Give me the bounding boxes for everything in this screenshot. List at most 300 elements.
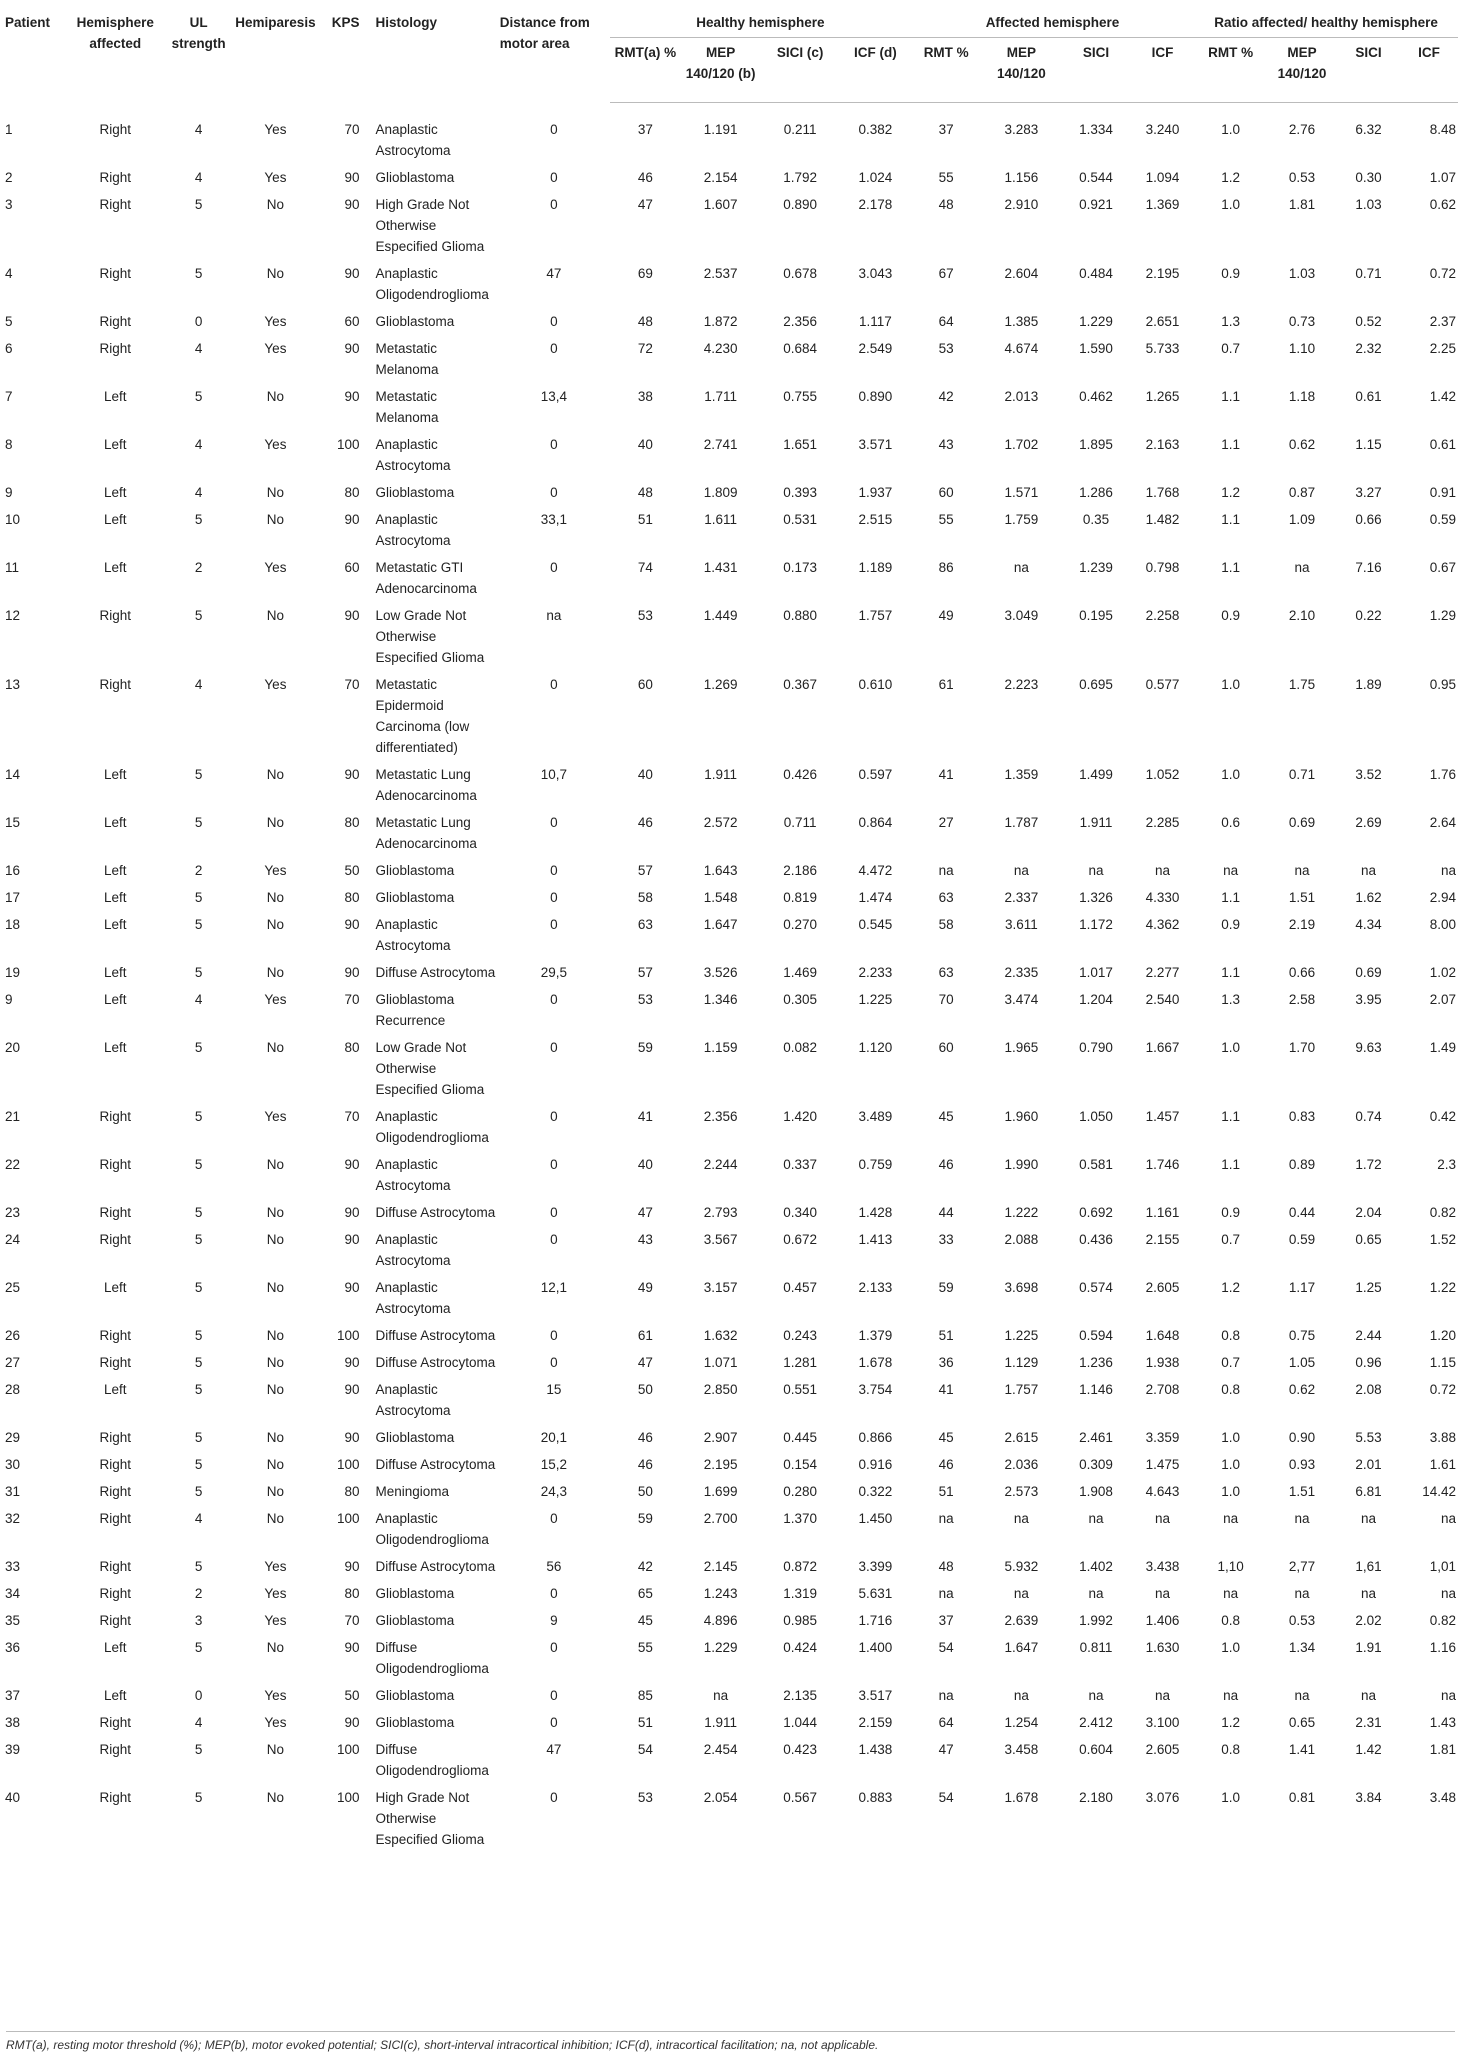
cell-distance: 15,2 xyxy=(540,1456,567,1472)
cell-ratio-rmt: 0.9 xyxy=(1221,1204,1241,1220)
cell-ratio-icf: na xyxy=(1440,1510,1456,1526)
cell-kps: 70 xyxy=(344,121,360,137)
cell-affected-icf: 2.651 xyxy=(1145,313,1180,329)
table-row xyxy=(3,434,1458,482)
cell-distance: 0 xyxy=(550,916,558,932)
cell-hemisphere: Right xyxy=(99,196,131,212)
cell-patient: 19 xyxy=(5,964,21,980)
cell-ratio-mep: 0.62 xyxy=(1288,436,1316,452)
cell-healthy-rmt: 61 xyxy=(637,1327,653,1343)
table-row xyxy=(3,1229,1458,1277)
cell-affected-sici: 1.908 xyxy=(1079,1483,1113,1499)
cell-kps: 90 xyxy=(344,265,360,281)
cell-healthy-rmt: 50 xyxy=(637,1381,653,1397)
cell-histology: Glioblastoma xyxy=(375,1687,455,1703)
cell-affected-icf: 1.630 xyxy=(1145,1639,1180,1655)
cell-healthy-icf: 2.178 xyxy=(858,196,893,212)
table-row xyxy=(3,1787,1458,1856)
cell-ul-strength: 5 xyxy=(194,607,203,623)
cell-distance: 0 xyxy=(550,676,558,692)
cell-healthy-sici: 0.567 xyxy=(783,1789,818,1805)
cell-histology: High Grade Not Otherwise Especified Glioma xyxy=(375,1789,485,1847)
cell-affected-icf: 3.438 xyxy=(1145,1558,1180,1574)
cell-ratio-rmt: 0.9 xyxy=(1221,916,1241,932)
cell-ratio-sici: na xyxy=(1360,1585,1376,1601)
cell-patient: 35 xyxy=(5,1612,21,1628)
cell-affected-icf: 3.100 xyxy=(1145,1714,1180,1730)
group-header-ratio: Ratio affected/ healthy hemisphere xyxy=(1194,4,1458,38)
cell-patient: 20 xyxy=(5,1039,21,1055)
cell-healthy-sici: 1.044 xyxy=(783,1714,818,1730)
cell-distance: 0 xyxy=(550,1039,558,1055)
cell-affected-rmt: 41 xyxy=(938,1381,954,1397)
cell-hemisphere: Left xyxy=(103,766,127,782)
cell-healthy-icf: 0.759 xyxy=(858,1156,893,1172)
cell-ratio-mep: 1.18 xyxy=(1288,388,1316,404)
cell-ratio-mep: 1.75 xyxy=(1288,676,1316,692)
table-row xyxy=(3,674,1458,764)
cell-hemiparesis: No xyxy=(266,511,285,527)
table-row xyxy=(3,1106,1458,1154)
cell-affected-mep: 3.698 xyxy=(1004,1279,1039,1295)
cell-healthy-icf: 3.517 xyxy=(858,1687,893,1703)
cell-hemisphere: Left xyxy=(103,511,127,527)
cell-healthy-icf: 3.571 xyxy=(858,436,893,452)
table-row xyxy=(3,386,1458,434)
cell-hemiparesis: Yes xyxy=(264,340,287,356)
cell-healthy-mep: 2.454 xyxy=(703,1741,738,1757)
cell-ratio-icf: 2.37 xyxy=(1429,313,1456,329)
cell-patient: 26 xyxy=(5,1327,21,1343)
cell-affected-sici: 1.286 xyxy=(1079,484,1113,500)
cell-histology: Diffuse Astrocytoma xyxy=(375,1204,496,1220)
table-row xyxy=(3,812,1458,860)
cell-healthy-rmt: 45 xyxy=(637,1612,653,1628)
cell-healthy-mep: 1.159 xyxy=(703,1039,738,1055)
cell-healthy-rmt: 65 xyxy=(637,1585,653,1601)
cell-kps: 80 xyxy=(344,814,360,830)
col-header-healthy-rmt: RMT(a) % xyxy=(610,38,681,103)
cell-ratio-icf: 0.59 xyxy=(1429,511,1456,527)
cell-healthy-icf: 3.399 xyxy=(858,1558,893,1574)
cell-hemisphere: Left xyxy=(103,1687,127,1703)
cell-affected-mep: 1.757 xyxy=(1004,1381,1039,1397)
cell-ratio-rmt: 1.2 xyxy=(1221,1714,1241,1730)
cell-hemiparesis: No xyxy=(266,607,285,623)
cell-ratio-icf: 8.48 xyxy=(1429,122,1456,137)
cell-histology: Glioblastoma xyxy=(375,889,455,905)
cell-histology: Anaplastic Astrocytoma xyxy=(375,1279,451,1316)
cell-affected-sici: na xyxy=(1088,1585,1104,1601)
cell-healthy-sici: 0.280 xyxy=(783,1483,818,1499)
cell-hemiparesis: Yes xyxy=(264,1687,287,1703)
cell-patient: 16 xyxy=(5,862,21,878)
cell-healthy-mep: na xyxy=(713,1687,729,1703)
cell-affected-sici: 1.204 xyxy=(1079,991,1113,1007)
cell-hemiparesis: Yes xyxy=(264,559,287,575)
cell-healthy-sici: 0.890 xyxy=(783,196,818,212)
cell-ul-strength: 5 xyxy=(194,1231,203,1247)
cell-affected-sici: 1.499 xyxy=(1079,766,1113,782)
cell-affected-icf: 1.094 xyxy=(1145,169,1180,185)
cell-hemiparesis: No xyxy=(266,1639,285,1655)
cell-affected-icf: 4.330 xyxy=(1145,889,1180,905)
cell-distance: 56 xyxy=(546,1558,562,1574)
cell-distance: 9 xyxy=(550,1612,558,1628)
cell-distance: 0 xyxy=(550,1714,558,1730)
cell-affected-mep: 1.647 xyxy=(1004,1639,1039,1655)
col-header-patient: Patient xyxy=(5,15,51,30)
table-row xyxy=(3,914,1458,962)
cell-affected-rmt: 54 xyxy=(938,1639,954,1655)
cell-ratio-rmt: 1.1 xyxy=(1221,559,1241,575)
cell-healthy-mep: 1.243 xyxy=(703,1585,738,1601)
cell-ratio-sici: 0.96 xyxy=(1355,1354,1382,1370)
cell-ratio-rmt: 0.7 xyxy=(1221,340,1241,356)
cell-healthy-icf: 1.400 xyxy=(858,1639,893,1655)
cell-distance: 0 xyxy=(550,1639,558,1655)
cell-affected-sici: 0.544 xyxy=(1079,169,1113,185)
cell-ratio-icf: 2.07 xyxy=(1429,991,1456,1007)
cell-histology: Metastatic Melanoma xyxy=(375,388,439,425)
cell-histology: Low Grade Not Otherwise Especified Glioma xyxy=(375,1039,485,1097)
cell-ul-strength: 5 xyxy=(194,1456,203,1472)
cell-healthy-mep: 2.850 xyxy=(703,1381,738,1397)
cell-affected-rmt: 60 xyxy=(938,1039,954,1055)
cell-patient: 17 xyxy=(5,889,21,905)
cell-affected-mep: 2.036 xyxy=(1004,1456,1039,1472)
cell-hemiparesis: Yes xyxy=(264,313,287,329)
cell-ul-strength: 5 xyxy=(194,964,203,980)
cell-kps: 50 xyxy=(344,862,360,878)
cell-affected-icf: na xyxy=(1155,1585,1171,1601)
cell-ratio-mep: 2,77 xyxy=(1288,1558,1316,1574)
cell-ul-strength: 4 xyxy=(194,121,203,137)
cell-patient: 28 xyxy=(5,1381,21,1397)
cell-healthy-icf: 1.189 xyxy=(858,559,893,575)
cell-affected-icf: 5.733 xyxy=(1145,340,1180,356)
cell-hemiparesis: Yes xyxy=(264,1714,287,1730)
cell-histology: Glioblastoma xyxy=(375,1612,455,1628)
cell-ratio-rmt: 1.0 xyxy=(1221,1789,1241,1805)
cell-distance: 20,1 xyxy=(540,1429,567,1445)
col-header-ul-strength: UL strength xyxy=(171,15,226,51)
col-header-ratio-rmt: RMT % xyxy=(1194,38,1267,103)
cell-affected-icf: 4.643 xyxy=(1145,1483,1180,1499)
cell-healthy-sici: 0.211 xyxy=(783,122,817,137)
cell-ratio-mep: 1.41 xyxy=(1288,1741,1316,1757)
cell-ratio-rmt: 1.1 xyxy=(1221,1156,1241,1172)
cell-ratio-mep: 0.53 xyxy=(1288,169,1316,185)
cell-ratio-rmt: 0.9 xyxy=(1221,265,1241,281)
cell-hemisphere: Left xyxy=(103,388,127,404)
cell-ratio-icf: 2.64 xyxy=(1429,814,1456,830)
cell-healthy-mep: 2.572 xyxy=(703,814,738,830)
cell-affected-rmt: 64 xyxy=(938,313,954,329)
cell-hemisphere: Left xyxy=(103,916,127,932)
col-header-healthy-sici: SICI (c) xyxy=(760,38,840,103)
cell-patient: 12 xyxy=(5,607,21,623)
cell-affected-rmt: 45 xyxy=(938,1108,954,1124)
cell-ratio-icf: 2.3 xyxy=(1437,1156,1456,1172)
cell-hemiparesis: Yes xyxy=(264,991,287,1007)
cell-ratio-mep: 1.10 xyxy=(1288,340,1316,356)
cell-healthy-sici: 0.755 xyxy=(783,388,818,404)
cell-affected-sici: na xyxy=(1088,1687,1104,1703)
cell-hemisphere: Left xyxy=(103,991,127,1007)
cell-ratio-mep: 1.81 xyxy=(1288,196,1316,212)
cell-ul-strength: 5 xyxy=(194,388,203,404)
cell-ratio-rmt: 1.2 xyxy=(1221,484,1241,500)
cell-patient: 32 xyxy=(5,1510,21,1526)
col-header-distance: Distance from motor area xyxy=(499,15,590,51)
cell-kps: 90 xyxy=(344,964,360,980)
cell-affected-rmt: na xyxy=(938,1585,954,1601)
cell-healthy-mep: 1.071 xyxy=(703,1354,738,1370)
cell-ul-strength: 5 xyxy=(194,1156,203,1172)
cell-affected-rmt: 37 xyxy=(938,122,954,137)
cell-healthy-icf: 1.438 xyxy=(858,1741,893,1757)
cell-ratio-rmt: 1.1 xyxy=(1221,388,1241,404)
cell-ratio-icf: 1.76 xyxy=(1429,766,1456,782)
cell-affected-sici: 1.239 xyxy=(1079,559,1113,575)
cell-ratio-icf: 0.61 xyxy=(1429,436,1456,452)
table-row xyxy=(3,764,1458,812)
cell-affected-mep: 1.222 xyxy=(1004,1204,1039,1220)
cell-healthy-icf: 1.757 xyxy=(858,607,893,623)
cell-ratio-mep: 1.03 xyxy=(1288,265,1316,281)
cell-histology: Metastatic Lung Adenocarcinoma xyxy=(375,814,477,851)
cell-healthy-rmt: 58 xyxy=(637,889,653,905)
cell-healthy-rmt: 72 xyxy=(637,340,653,356)
table-row xyxy=(3,1325,1458,1352)
cell-affected-rmt: 44 xyxy=(938,1204,954,1220)
cell-healthy-rmt: 47 xyxy=(637,1354,653,1370)
cell-ratio-icf: 1.29 xyxy=(1429,607,1456,623)
cell-ratio-rmt: 0.8 xyxy=(1221,1381,1241,1397)
cell-healthy-mep: 1.431 xyxy=(703,559,738,575)
cell-healthy-rmt: 57 xyxy=(637,964,653,980)
cell-distance: 0 xyxy=(550,313,558,329)
cell-healthy-icf: 1.450 xyxy=(858,1510,893,1526)
cell-affected-rmt: 37 xyxy=(938,1612,954,1628)
cell-healthy-rmt: 59 xyxy=(637,1510,653,1526)
cell-healthy-mep: 1.643 xyxy=(703,862,738,878)
cell-healthy-sici: 0.082 xyxy=(783,1039,818,1055)
cell-histology: Diffuse Oligodendroglioma xyxy=(375,1741,489,1778)
cell-ratio-icf: 1,01 xyxy=(1429,1558,1456,1574)
cell-ul-strength: 4 xyxy=(194,1714,203,1730)
cell-healthy-rmt: 47 xyxy=(637,196,653,212)
cell-affected-icf: 1.265 xyxy=(1145,388,1180,404)
cell-affected-sici: 1.334 xyxy=(1079,122,1113,137)
cell-ratio-mep: 1.70 xyxy=(1288,1039,1316,1055)
cell-kps: 100 xyxy=(336,1327,360,1343)
cell-ul-strength: 5 xyxy=(194,511,203,527)
cell-affected-icf: 2.605 xyxy=(1145,1741,1180,1757)
cell-ratio-rmt: 1.0 xyxy=(1221,196,1241,212)
cell-affected-mep: 1.787 xyxy=(1004,814,1039,830)
cell-affected-rmt: 45 xyxy=(938,1429,954,1445)
cell-affected-sici: 1.402 xyxy=(1079,1558,1113,1574)
cell-distance: 0 xyxy=(550,991,558,1007)
cell-affected-rmt: 63 xyxy=(938,964,954,980)
cell-kps: 90 xyxy=(344,511,360,527)
cell-healthy-mep: 1.911 xyxy=(704,1714,737,1730)
cell-ratio-icf: 8.00 xyxy=(1429,916,1456,932)
cell-healthy-sici: 2.135 xyxy=(783,1687,818,1703)
cell-affected-icf: 2.708 xyxy=(1145,1381,1180,1397)
cell-healthy-sici: 0.340 xyxy=(783,1204,818,1220)
cell-histology: Glioblastoma xyxy=(375,169,455,185)
cell-ratio-sici: 0.69 xyxy=(1355,964,1382,980)
cell-hemisphere: Left xyxy=(103,964,127,980)
cell-hemisphere: Right xyxy=(99,1231,131,1247)
cell-ratio-rmt: 0.7 xyxy=(1221,1231,1241,1247)
cell-affected-rmt: 36 xyxy=(938,1354,954,1370)
cell-patient: 15 xyxy=(5,814,21,830)
cell-ratio-icf: 1.15 xyxy=(1429,1354,1456,1370)
cell-healthy-rmt: 50 xyxy=(637,1483,653,1499)
cell-healthy-sici: 1.469 xyxy=(783,964,818,980)
cell-ratio-mep: 2.19 xyxy=(1288,916,1316,932)
cell-healthy-rmt: 57 xyxy=(637,862,653,878)
cell-ul-strength: 5 xyxy=(194,1108,203,1124)
cell-ul-strength: 5 xyxy=(194,1429,203,1445)
cell-healthy-icf: 1.716 xyxy=(858,1612,893,1628)
cell-histology: Metastatic GTI Adenocarcinoma xyxy=(375,559,477,596)
cell-affected-icf: 1.746 xyxy=(1145,1156,1180,1172)
cell-histology: Anaplastic Oligodendroglioma xyxy=(375,265,489,302)
cell-kps: 90 xyxy=(344,196,360,212)
cell-ratio-mep: 1.05 xyxy=(1288,1354,1316,1370)
cell-histology: Glioblastoma xyxy=(375,1429,455,1445)
cell-kps: 100 xyxy=(336,1789,360,1805)
cell-hemisphere: Right xyxy=(99,607,131,623)
cell-affected-rmt: 27 xyxy=(938,814,954,830)
cell-healthy-mep: 1.647 xyxy=(703,916,738,932)
col-header-ratio-sici: SICI xyxy=(1337,38,1400,103)
cell-healthy-rmt: 40 xyxy=(637,1156,653,1172)
cell-affected-mep: 1.960 xyxy=(1004,1108,1039,1124)
cell-affected-icf: 1.648 xyxy=(1145,1327,1180,1343)
table-row xyxy=(3,1508,1458,1556)
cell-healthy-mep: 1.872 xyxy=(703,313,738,329)
cell-ul-strength: 4 xyxy=(194,436,203,452)
col-header-ratio-icf: ICF xyxy=(1400,38,1458,103)
cell-healthy-rmt: 53 xyxy=(637,607,653,623)
cell-hemisphere: Right xyxy=(99,1156,131,1172)
cell-affected-icf: 1.768 xyxy=(1145,484,1180,500)
cell-patient: 25 xyxy=(5,1279,21,1295)
cell-affected-icf: na xyxy=(1155,1687,1171,1703)
cell-hemiparesis: No xyxy=(266,1327,285,1343)
cell-ratio-sici: 0.66 xyxy=(1355,511,1382,527)
cell-healthy-mep: 4.896 xyxy=(703,1612,738,1628)
cell-affected-icf: 1.667 xyxy=(1145,1039,1180,1055)
cell-histology: Glioblastoma xyxy=(375,484,455,500)
cell-affected-rmt: 43 xyxy=(938,436,954,452)
cell-healthy-sici: 1.651 xyxy=(783,436,818,452)
cell-ratio-mep: 0.87 xyxy=(1288,484,1316,500)
cell-kps: 100 xyxy=(336,1510,360,1526)
cell-patient: 38 xyxy=(5,1714,21,1730)
cell-hemiparesis: No xyxy=(266,388,285,404)
cell-distance: 0 xyxy=(550,1204,558,1220)
cell-kps: 60 xyxy=(344,559,360,575)
cell-ul-strength: 5 xyxy=(194,196,203,212)
cell-healthy-sici: 0.880 xyxy=(783,607,818,623)
cell-healthy-mep: 2.154 xyxy=(703,169,738,185)
table-row xyxy=(3,1556,1458,1583)
table-row xyxy=(3,1427,1458,1454)
cell-ratio-mep: na xyxy=(1294,1510,1310,1526)
cell-distance: 0 xyxy=(550,814,558,830)
cell-ratio-rmt: 0.8 xyxy=(1221,1741,1241,1757)
cell-healthy-rmt: 51 xyxy=(637,1714,653,1730)
cell-distance: 10,7 xyxy=(540,766,567,782)
cell-kps: 90 xyxy=(344,1231,360,1247)
cell-ratio-rmt: 1.0 xyxy=(1221,1429,1241,1445)
cell-affected-mep: na xyxy=(1013,1687,1029,1703)
cell-ratio-mep: 0.81 xyxy=(1288,1789,1316,1805)
cell-healthy-icf: 0.890 xyxy=(858,388,893,404)
cell-healthy-sici: 0.551 xyxy=(783,1381,818,1397)
cell-hemisphere: Left xyxy=(103,484,127,500)
cell-ratio-icf: 0.82 xyxy=(1429,1204,1456,1220)
cell-distance: 0 xyxy=(550,1687,558,1703)
col-header-hemisphere: Hemisphere affected xyxy=(76,15,154,51)
cell-ratio-sici: 0.74 xyxy=(1355,1108,1382,1124)
cell-affected-mep: 1.225 xyxy=(1004,1327,1039,1343)
cell-ratio-mep: 1.51 xyxy=(1288,889,1316,905)
cell-hemiparesis: Yes xyxy=(264,436,287,452)
cell-ratio-rmt: 0.9 xyxy=(1221,607,1241,623)
cell-affected-mep: 5.932 xyxy=(1004,1558,1039,1574)
cell-patient: 14 xyxy=(5,766,21,782)
cell-patient: 31 xyxy=(5,1483,21,1499)
cell-histology: Diffuse Astrocytoma xyxy=(375,1558,496,1574)
cell-affected-mep: 3.283 xyxy=(1004,122,1039,137)
cell-healthy-icf: 1.117 xyxy=(858,313,892,329)
cell-ratio-icf: 14.42 xyxy=(1422,1483,1456,1499)
cell-kps: 90 xyxy=(344,1279,360,1295)
cell-healthy-icf: 2.159 xyxy=(858,1714,893,1730)
cell-ratio-rmt: 1.2 xyxy=(1221,169,1241,185)
cell-affected-icf: 1.475 xyxy=(1145,1456,1180,1472)
cell-ratio-sici: 3.84 xyxy=(1355,1789,1382,1805)
cell-ratio-mep: 0.73 xyxy=(1288,313,1316,329)
cell-hemiparesis: No xyxy=(266,814,285,830)
cell-ratio-icf: 0.72 xyxy=(1429,265,1456,281)
cell-ul-strength: 5 xyxy=(194,1381,203,1397)
cell-ratio-mep: 0.71 xyxy=(1288,766,1316,782)
cell-ul-strength: 4 xyxy=(194,991,203,1007)
cell-affected-mep: 1.678 xyxy=(1004,1789,1039,1805)
cell-ul-strength: 5 xyxy=(194,889,203,905)
cell-histology: Anaplastic Astrocytoma xyxy=(375,511,451,548)
cell-hemisphere: Right xyxy=(99,340,131,356)
cell-affected-rmt: 42 xyxy=(938,388,954,404)
cell-ratio-sici: 3.52 xyxy=(1355,766,1382,782)
cell-kps: 90 xyxy=(344,1156,360,1172)
cell-healthy-rmt: 53 xyxy=(637,1789,653,1805)
cell-healthy-rmt: 46 xyxy=(637,814,653,830)
cell-affected-sici: 0.35 xyxy=(1082,511,1110,527)
cell-healthy-icf: 1.225 xyxy=(858,991,893,1007)
cell-patient: 24 xyxy=(5,1231,21,1247)
cell-affected-mep: 1.385 xyxy=(1004,313,1039,329)
